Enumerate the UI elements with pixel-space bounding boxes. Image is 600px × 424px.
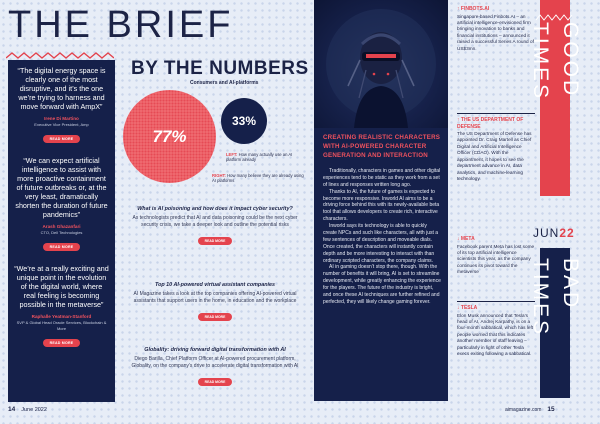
article-title: Globality: driving forward digital transformation with AI (144, 347, 286, 353)
news-body: The US Department of Defense has appointed Dr. Craig Martell as Chief Digital and Artificial Intelligence Officer (CDAO). With the appointment, it hopes to see the department advance in AI, data analytics, and machine-learning technology. (457, 131, 532, 182)
feature-heading: CREATING REALISTIC CHARACTERS WITH AI-POWERED CHARACTER GENERATION AND INTERACTION (323, 134, 441, 159)
quote-author-role: Executive Vice President, Amp (34, 122, 89, 127)
read-more-button[interactable]: READ MORE (198, 313, 233, 321)
article-summary: Diego Barilla, Chief Platform Officer at AI-powered procurement platform, Globality, on the company’s drive to accelerate digital transformation with AI (131, 356, 299, 370)
page-title: THE BRIEF (8, 4, 234, 46)
issue-year: 22 (559, 226, 575, 240)
feature-body (323, 168, 441, 306)
news-body: Elon Musk announced that Tesla’s head of AI, Andrej Karpathy, is on a four-month sabbatical, which has left people worried that this indicates another member of staff leaving – particularly in light of other Tesla execs exiting following a sabbatical. (457, 312, 534, 357)
news-item (457, 117, 535, 183)
page-number-right: 15 (547, 406, 555, 413)
quote-author: Arash Ghazanfari (42, 224, 81, 230)
by-the-numbers-subheading: Consumers and AI-platforms (190, 80, 259, 86)
site-url[interactable]: aimagazine.com (505, 407, 542, 413)
by-the-numbers-heading: BY THE NUMBERS (131, 58, 309, 79)
article-teaser (125, 206, 305, 247)
read-more-button[interactable]: READ MORE (43, 135, 81, 143)
news-item (457, 6, 535, 52)
article-summary: As technologists predict that AI and data poisoning could be the next cyber security crisis, we take a deeper look and outline the potential risks (132, 215, 298, 229)
legend-left-text: How many actually use an AI platform already (226, 152, 293, 163)
big-stat-value: 77% (152, 126, 187, 146)
bad-times-label: BAD TIMES (529, 258, 582, 338)
quote-block (14, 156, 109, 253)
footer-left (8, 406, 47, 413)
news-item (457, 305, 535, 358)
issue-month: JUN (533, 226, 560, 240)
quote-author: Raphalle Yeatman-Stanford (31, 314, 92, 320)
legend-left-key: LEFT: (226, 152, 238, 157)
divider (457, 301, 535, 302)
news-headline: ↑ THE US DEPARTMENT OF DEFENSE (457, 117, 524, 130)
news-body: Singapore-based Finbots.AI – an artificial intelligence-envisioned firm bringing innovation to banks and financial institutions – announced it raised a successful Series A round of US$3mn. (457, 13, 534, 51)
read-more-button[interactable]: READ MORE (43, 339, 81, 347)
news-body: Facebook parent Meta has lost some of its top artificial intelligence scientists this year, as the company continues its pivot toward the metaverse (457, 243, 535, 275)
news-headline: ↑ FINBOTS.AI (457, 6, 490, 12)
footer-right (505, 406, 555, 413)
quote-author: Irene Di Martino (44, 116, 79, 121)
robot-head-image (314, 0, 448, 128)
quotes-column (8, 60, 115, 402)
zigzag-divider (6, 52, 114, 60)
quote-text: “The digital energy space is clearly one of the most disruptive, and it’s the one we’re trying to harness and move forward with AmpX” (17, 66, 106, 111)
big-stat-circle (123, 90, 216, 183)
news-headline: ↓ TESLA (457, 305, 478, 311)
legend-right-key: RIGHT: (212, 173, 226, 178)
article-title: Top 10 AI-powered virtual assistant companies (154, 282, 276, 288)
quote-block (14, 264, 109, 348)
divider (457, 113, 535, 114)
feature-paragraph: Inworld says its technology is able to quickly create NPCs and such like characters, all with just a few sentences of description and moveable dials. Once created, the characters will instantly contain depth and be more interesting to interact with than ordinary scripted characters, the company claims. (323, 223, 439, 264)
read-more-button[interactable]: READ MORE (198, 237, 233, 245)
feature-paragraph: Thanks to AI, the future of games is expected to become more responsive. Inworld AI aims to be a driving force behind this with its newly-available beta tool that allows developers to create rich, interactive characters. (323, 188, 440, 223)
small-stat-circle (221, 98, 267, 144)
issue-date: June 2022 (21, 407, 47, 413)
quote-author-role: CTO, Dell Technologies (40, 230, 83, 236)
article-teaser (125, 347, 305, 388)
read-more-button[interactable]: READ MORE (198, 378, 233, 386)
quote-text: “We can expect artificial intelligence to assist with more proactive containment of future outbreaks or, at the very least, dramatically shorten the duration of future pandemics” (15, 156, 108, 220)
article-summary: AI Magazine takes a look at the top companies offering AI-powered virtual assistants that support users in the home, in education and the workplace (133, 291, 297, 305)
quote-author-role: SVP & Global Head Oracle Services, Blockchain & More (16, 320, 107, 331)
page-number-left: 14 (8, 406, 16, 413)
legend-right-text: How many believe they are already using AI platforms (212, 173, 304, 184)
quote-text: “We’re at a really exciting and unique point in the evolution of the digital world, where real feeling is becoming possible in the metaverse” (14, 264, 109, 310)
feature-paragraph: AI in gaming doesn’t stop there, though. With the number of benefits it will bring, AI is set to streamline development, while greatly enhancing the experience for the players. The future of the industry is bright, and once these AI techniques are further refined and perfected, they will likely change gaming forever. (323, 264, 441, 305)
good-times-label: GOOD TIMES (529, 22, 582, 102)
small-stat-value: 33% (231, 114, 257, 128)
issue-date-label (533, 226, 575, 240)
legend-right (212, 173, 304, 184)
legend-left (226, 152, 306, 163)
feature-paragraph: Traditionally, characters in games and other digital experiences tend to be static as they work from a set of lines and responses written long ago. (323, 168, 441, 188)
article-title: What is AI poisoning and how does it impact cyber security? (137, 206, 293, 212)
article-teaser (125, 282, 305, 323)
quote-block (14, 66, 109, 145)
read-more-button[interactable]: READ MORE (43, 243, 81, 251)
news-headline: ↓ META (457, 236, 475, 242)
news-item (457, 236, 535, 276)
zigzag-divider (536, 14, 574, 22)
